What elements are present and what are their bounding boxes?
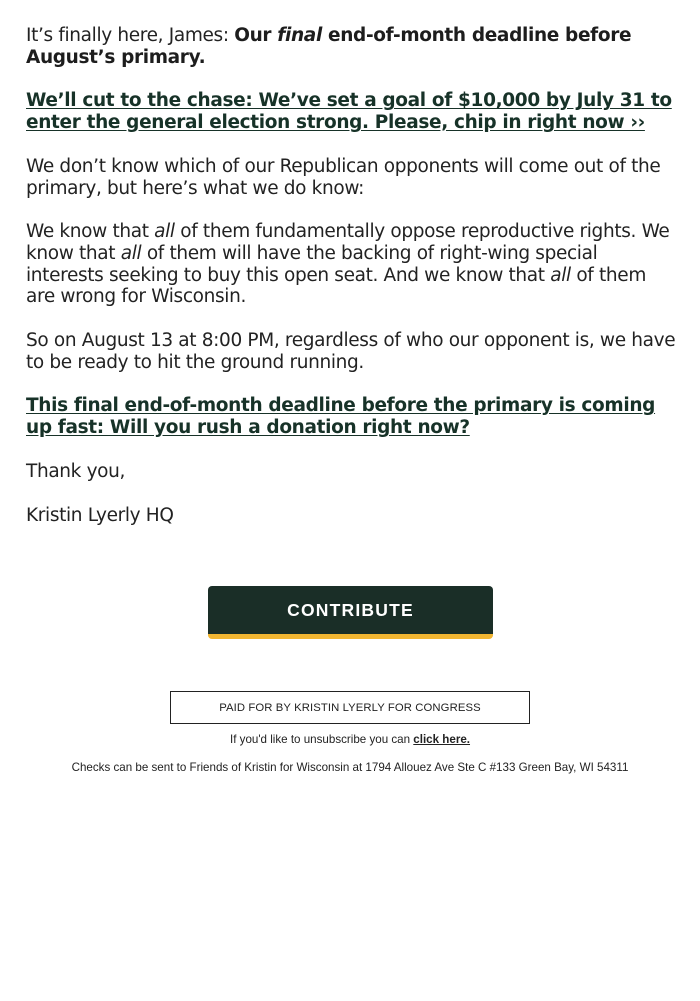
opponents-paragraph: We don’t know which of our Republican opponents will come out of the primary, but here’s what we do know: — [26, 155, 661, 199]
closing-text: Thank you, — [26, 460, 126, 482]
greeting-intro: It’s finally here, James: — [26, 25, 235, 46]
all-emphasis-2: all — [120, 242, 142, 264]
signature-text: Kristin Lyerly HQ — [26, 504, 174, 526]
we-know-rest-2: of them will have the backing of right-wing special interests seeking to buy this open seat. — [26, 242, 598, 286]
we-know-rest-3: of them are wrong for Wisconsin. — [26, 264, 646, 308]
august-paragraph: So on August 13 at 8:00 PM, regardless of who our opponent is, we have to be ready to hit the ground running. — [26, 330, 676, 373]
checks-address: Checks can be sent to Friends of Kristin for Wisconsin at 1794 Allouez Ave Ste C #133 Green Bay, WI 54311 — [71, 761, 629, 774]
all-emphasis-1: all — [154, 221, 175, 243]
unsubscribe-text: If you'd like to unsubscribe you can — [229, 733, 414, 746]
cta-paragraph-2 — [26, 395, 676, 438]
greeting-paragraph — [26, 25, 676, 68]
cta-paragraph-1 — [26, 90, 676, 133]
greeting-bold-after: end-of-month deadline before August’s primary. — [26, 25, 632, 68]
we-know-prefix-1: We know that — [26, 221, 155, 243]
chip-in-link[interactable]: We’ll cut to the chase: We’ve set a goal of $10,000 by July 31 to enter the general election strong. Please, chip in right now ›› — [26, 90, 672, 134]
paid-for-disclaimer: PAID FOR BY KRISTIN LYERLY FOR CONGRESS — [170, 691, 530, 724]
we-know-prefix-2: We know that — [26, 221, 670, 264]
we-know-rest-1: of them fundamentally oppose reproductive rights. — [174, 221, 637, 243]
unsubscribe-link[interactable]: click here. — [413, 733, 471, 746]
greeting-bold-before: Our — [234, 25, 278, 46]
contribute-button-wrapper — [208, 586, 493, 638]
unsubscribe-line — [0, 733, 700, 746]
we-know-paragraph — [26, 221, 676, 308]
rush-donation-link[interactable]: This final end-of-month deadline before the primary is coming up fast: Will you rush a donation right now? — [26, 395, 656, 439]
we-know-prefix-3: And we know that — [378, 264, 551, 286]
all-emphasis-3: all — [550, 264, 571, 286]
greeting-bold-italic: final — [277, 25, 322, 46]
contribute-button[interactable]: CONTRIBUTE — [208, 586, 493, 639]
email-content — [26, 25, 676, 548]
